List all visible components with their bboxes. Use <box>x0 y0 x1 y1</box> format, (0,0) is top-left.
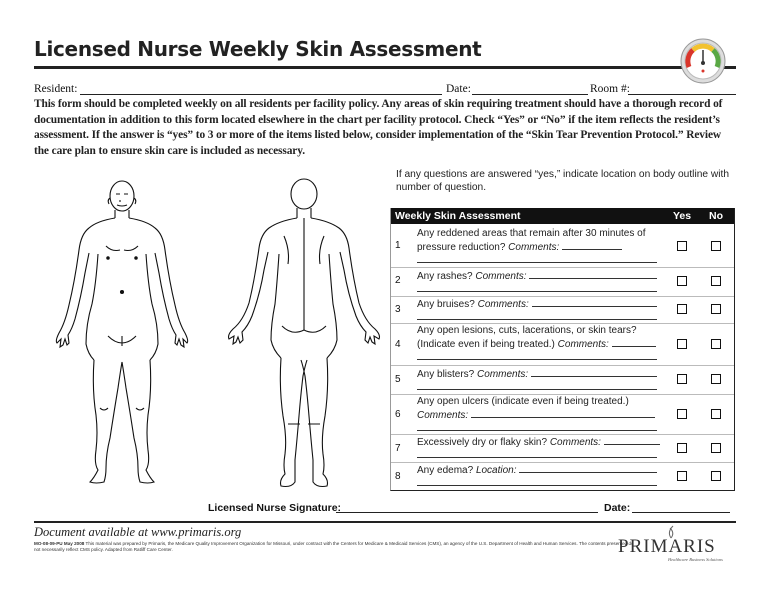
primaris-logo-tagline: Healthcare Business Solutions <box>668 557 723 562</box>
gauge-icon <box>679 37 727 85</box>
comments-label: Comments: <box>477 299 529 310</box>
primaris-logo: PRIMARIS <box>618 536 716 557</box>
row-number: 4 <box>395 339 401 350</box>
comments-label: Comments: <box>477 369 529 380</box>
row-number: 5 <box>395 374 401 385</box>
fine-print <box>34 541 634 553</box>
yes-checkbox[interactable] <box>677 276 687 286</box>
no-checkbox[interactable] <box>711 339 721 349</box>
no-checkbox[interactable] <box>711 276 721 286</box>
no-checkbox[interactable] <box>711 374 721 384</box>
row-number: 7 <box>395 443 401 454</box>
comments-field-line[interactable] <box>417 254 657 263</box>
form-code: MO-08-09-PU May 2008 <box>34 541 85 546</box>
footer-rule <box>34 521 736 523</box>
question-text: Any rashes? <box>417 271 473 282</box>
question-text: Any open ulcers (indicate even if being treated.) <box>417 396 629 407</box>
intro-paragraph: This form should be completed weekly on all residents per facility policy. Any areas of skin requiring treatment should have a thorough record of documentation in addition to this form located elsewhere in the chart per facility protocol. Check “Yes” or “No” if the item reflects the resident’s assessment. If the answer is “yes” to 3 or more of the items listed below, consider implementation of the “Skin Tear Prevention Protocol.” Review the care plan to ensure skin care is included as necessary. <box>34 98 723 158</box>
table-row <box>391 365 734 395</box>
question-text-cont: (Indicate even if being treated.) <box>417 339 555 350</box>
table-row <box>391 434 734 463</box>
comments-field[interactable] <box>471 408 655 418</box>
body-outline-back[interactable] <box>224 176 384 488</box>
row-number: 6 <box>395 409 401 420</box>
body-outline-front[interactable] <box>52 176 192 488</box>
location-label: Location: <box>475 465 517 476</box>
signature-date-field[interactable] <box>632 512 730 513</box>
comments-field-line[interactable] <box>417 311 657 320</box>
comments-label: Comments: <box>475 271 527 282</box>
table-row <box>391 267 734 297</box>
table-header <box>391 208 734 224</box>
table-row <box>391 323 734 366</box>
question-text: Any edema? <box>417 465 474 476</box>
row-number: 1 <box>395 240 401 251</box>
question-text: Any blisters? <box>417 369 475 380</box>
comments-field-line[interactable] <box>417 351 657 360</box>
comments-field-line[interactable] <box>417 381 657 390</box>
question-text: Any open lesions, cuts, lacerations, or skin tears? <box>417 325 637 336</box>
question-text: Excessively dry or flaky skin? <box>417 437 548 448</box>
room-label: Room #: <box>590 83 630 95</box>
signature-field[interactable] <box>336 512 598 513</box>
yes-checkbox[interactable] <box>677 241 687 251</box>
question-text-cont: pressure reduction? <box>417 242 506 253</box>
table-row <box>391 462 734 489</box>
comments-field-line[interactable] <box>417 422 657 431</box>
row-number: 3 <box>395 304 401 315</box>
signature-label: Licensed Nurse Signature: <box>208 502 342 514</box>
date-field[interactable] <box>472 83 588 95</box>
comments-field[interactable] <box>531 367 657 377</box>
no-checkbox[interactable] <box>711 304 721 314</box>
yes-column-header: Yes <box>673 210 692 222</box>
yes-checkbox[interactable] <box>677 304 687 314</box>
document-availability: Document available at www.primaris.org <box>34 525 242 539</box>
resident-label: Resident: <box>34 83 78 95</box>
skin-assessment-table <box>390 208 735 491</box>
location-field[interactable] <box>519 463 657 473</box>
no-checkbox[interactable] <box>711 471 721 481</box>
resident-field[interactable] <box>80 83 442 95</box>
no-checkbox[interactable] <box>711 409 721 419</box>
comments-field[interactable] <box>612 337 656 347</box>
room-field[interactable] <box>628 83 736 95</box>
question-text: Any bruises? <box>417 299 475 310</box>
fine-print-text: This material was prepared by Primaris, the Medicare Quality Improvement Organization for Missouri, under contract with the Centers for Medicare & Medicaid Services (CMS), an agency of the U.S. Department of Health and Human Services. The contents presented do not necessarily reflect CMS policy. Adapted from Ratliff Care Center. <box>34 541 634 553</box>
no-checkbox[interactable] <box>711 241 721 251</box>
comments-label: Comments: <box>557 339 609 350</box>
yes-checkbox[interactable] <box>677 471 687 481</box>
location-field-line[interactable] <box>417 477 657 486</box>
question-text: Any reddened areas that remain after 30 minutes of <box>417 228 646 239</box>
comments-field[interactable] <box>529 269 657 279</box>
table-row <box>391 394 734 435</box>
table-header-title: Weekly Skin Assessment <box>395 210 521 222</box>
date-label: Date: <box>446 83 471 95</box>
comments-field[interactable] <box>562 240 622 250</box>
resident-info-line <box>34 83 736 97</box>
yes-checkbox[interactable] <box>677 374 687 384</box>
no-checkbox[interactable] <box>711 443 721 453</box>
signature-date-label: Date: <box>604 502 631 514</box>
table-row <box>391 296 734 324</box>
comments-label: Comments: <box>417 410 469 421</box>
body-outline-instruction: If any questions are answered “yes,” indicate location on body outline with number of question. <box>396 169 729 193</box>
comments-field-line[interactable] <box>417 449 657 458</box>
comments-label: Comments: <box>549 437 601 448</box>
form-title: Licensed Nurse Weekly Skin Assessment <box>34 37 482 61</box>
comments-label: Comments: <box>508 242 560 253</box>
table-row <box>391 224 734 268</box>
yes-checkbox[interactable] <box>677 339 687 349</box>
yes-checkbox[interactable] <box>677 443 687 453</box>
comments-field[interactable] <box>604 435 660 445</box>
title-rule <box>34 66 736 69</box>
no-column-header: No <box>709 210 723 222</box>
comments-field-line[interactable] <box>417 283 657 292</box>
yes-checkbox[interactable] <box>677 409 687 419</box>
row-number: 8 <box>395 471 401 482</box>
comments-field[interactable] <box>532 297 657 307</box>
row-number: 2 <box>395 275 401 286</box>
